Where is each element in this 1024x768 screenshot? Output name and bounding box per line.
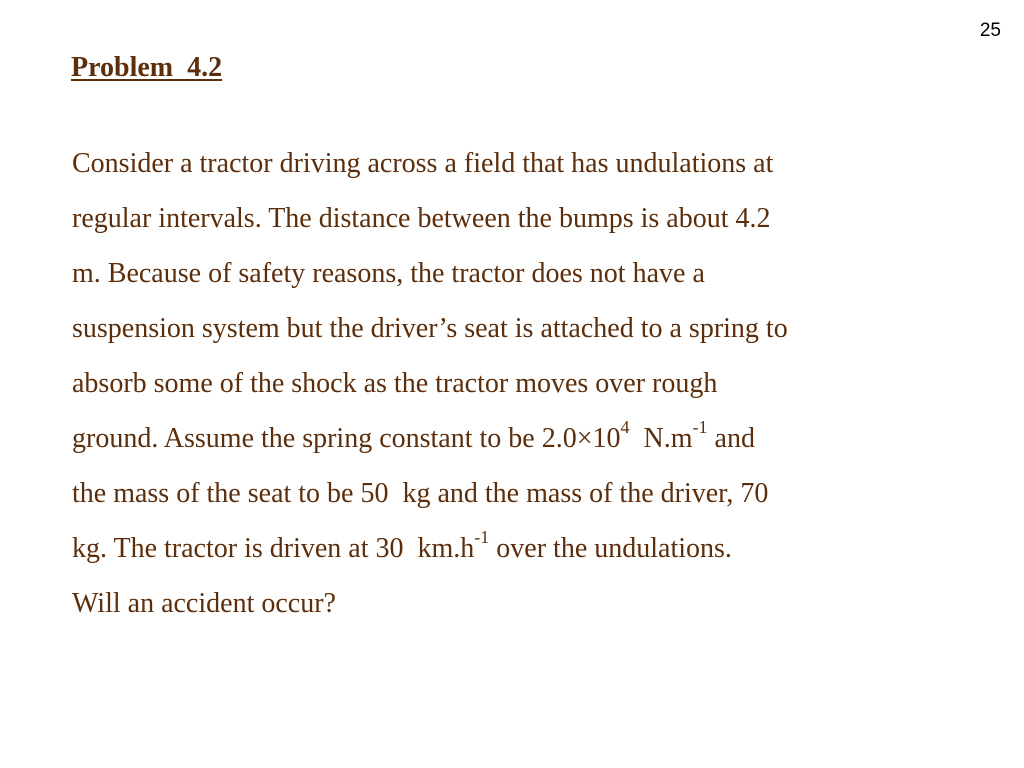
statement-line-8 — [72, 521, 952, 576]
statement-line-6-text-c: and — [707, 423, 755, 454]
speed-unit-superscript: -1 — [474, 526, 490, 547]
statement-line-1: Consider a tractor driving across a field that has undulations at — [72, 148, 774, 179]
statement-line-6-text-b: N.m — [629, 423, 693, 454]
unit-exponent-superscript: -1 — [692, 416, 708, 437]
statement-line-3: m. Because of safety reasons, the tractor does not have a — [72, 258, 705, 289]
exponent-superscript: 4 — [620, 416, 630, 437]
statement-line-6-text-a: ground. Assume the spring constant to be 2.0×10 — [72, 423, 621, 454]
problem-title: Problem 4.2 — [71, 52, 223, 83]
statement-line-8-text-a: kg. The tractor is driven at 30 km.h — [72, 533, 475, 564]
statement-line-7: the mass of the seat to be 50 kg and the mass of the driver, 70 — [72, 478, 769, 509]
problem-statement — [72, 136, 952, 631]
statement-line-2: regular intervals. The distance between the bumps is about 4.2 — [72, 203, 771, 234]
statement-question: Will an accident occur? — [72, 588, 336, 619]
statement-line-6 — [72, 411, 952, 466]
page-number: 25 — [979, 20, 1001, 41]
statement-line-8-text-b: over the undulations. — [489, 533, 732, 564]
statement-line-4: suspension system but the driver’s seat is attached to a spring to — [72, 313, 788, 344]
statement-line-5: absorb some of the shock as the tractor moves over rough — [72, 368, 718, 399]
